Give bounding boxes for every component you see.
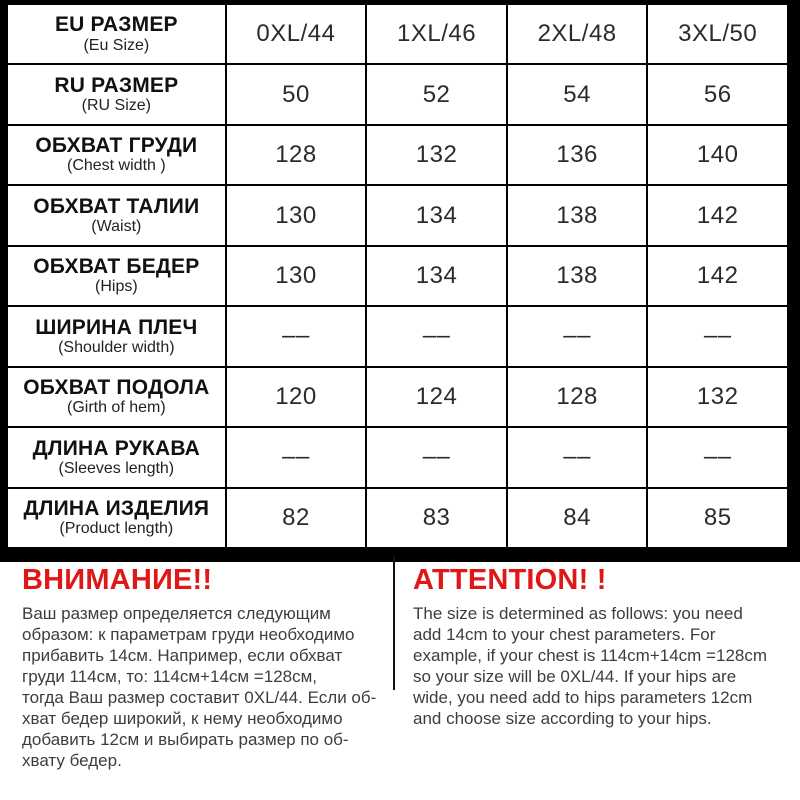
table-cell: –– — [226, 306, 367, 366]
row-header-chest — [7, 125, 226, 185]
table-cell: 128 — [507, 367, 648, 427]
row-header-waist — [7, 185, 226, 245]
table-row-eu-size — [7, 4, 788, 64]
table-row-ru-size — [7, 64, 788, 124]
row-label-en: (Waist) — [91, 217, 142, 235]
row-label-en: (Eu Size) — [83, 36, 150, 54]
row-label-en: (Girth of hem) — [66, 399, 166, 417]
notes-section — [0, 562, 800, 800]
note-russian — [22, 565, 394, 771]
table-cell: –– — [647, 427, 788, 487]
row-label-en: (Hips) — [95, 278, 138, 296]
row-label-ru: ДЛИНА РУКАВА — [32, 436, 201, 460]
table-cell: 3XL/50 — [647, 4, 788, 64]
row-header-shoulder — [7, 306, 226, 366]
table-row-sleeves — [7, 427, 788, 487]
table-cell: 85 — [647, 488, 788, 549]
row-header-sleeves — [7, 427, 226, 487]
table-row-chest — [7, 125, 788, 185]
row-label-en: (Shoulder width) — [58, 338, 175, 356]
row-label-ru: ШИРИНА ПЛЕЧ — [35, 315, 198, 339]
row-label-ru: ОБХВАТ ПОДОЛА — [23, 376, 210, 400]
table-cell: 1XL/46 — [366, 4, 507, 64]
table-cell: 132 — [647, 367, 788, 427]
table-cell: 134 — [366, 185, 507, 245]
table-cell: 56 — [647, 64, 788, 124]
row-header-ru-size — [7, 64, 226, 124]
table-cell: 124 — [366, 367, 507, 427]
row-label-en: (Sleeves length) — [58, 459, 175, 477]
table-cell: 52 — [366, 64, 507, 124]
table-row-shoulder — [7, 306, 788, 366]
table-cell: 84 — [507, 488, 648, 549]
table-cell: 0XL/44 — [226, 4, 367, 64]
row-header-product-length — [7, 488, 226, 549]
row-label-ru: RU РАЗМЕР — [54, 73, 179, 97]
row-header-eu-size — [7, 4, 226, 64]
table-row-hips — [7, 246, 788, 306]
table-cell: 130 — [226, 246, 367, 306]
row-label-ru: ОБХВАТ ГРУДИ — [35, 134, 198, 158]
table-cell: 54 — [507, 64, 648, 124]
table-cell: 132 — [366, 125, 507, 185]
table-cell: –– — [647, 306, 788, 366]
table-row-waist — [7, 185, 788, 245]
row-label-ru: EU РАЗМЕР — [54, 13, 178, 37]
table-cell: 128 — [226, 125, 367, 185]
table-cell: 140 — [647, 125, 788, 185]
table-cell: 50 — [226, 64, 367, 124]
table-cell: –– — [507, 306, 648, 366]
table-cell: 120 — [226, 367, 367, 427]
table-cell: 83 — [366, 488, 507, 549]
row-label-ru: ОБХВАТ ТАЛИИ — [33, 194, 200, 218]
table-cell: 130 — [226, 185, 367, 245]
table-cell: –– — [226, 427, 367, 487]
table-cell: 82 — [226, 488, 367, 549]
note-english — [413, 565, 795, 729]
row-label-ru: ДЛИНА ИЗДЕЛИЯ — [23, 497, 210, 520]
row-label-en: (RU Size) — [81, 97, 151, 114]
table-cell: 2XL/48 — [507, 4, 648, 64]
size-table-body — [7, 4, 788, 548]
note-body-en: The size is determined as follows: you need add 14cm to your chest parameters. For example, if your chest is 114cm+14cm =128cm so your size will be 0XL/44. If your hips are wide, you need add to hips parameters 12cm and choose size according to your hips. — [413, 603, 768, 728]
table-cell: –– — [366, 306, 507, 366]
row-label-ru: ОБХВАТ БЕДЕР — [33, 255, 200, 279]
table-cell: 138 — [507, 246, 648, 306]
table-cell: –– — [507, 427, 648, 487]
table-cell: 136 — [507, 125, 648, 185]
table-row-product-length — [7, 488, 788, 549]
table-row-hem — [7, 367, 788, 427]
table-cell: 142 — [647, 246, 788, 306]
note-heading-en: ATTENTION! ! — [413, 564, 607, 596]
note-body-ru: Ваш размер определяется следующим образом: к параметрам груди необходимо прибавить 14см. Например, если обхват груди 114см, то: 114см+14см =128см, тогда Ваш размер составит 0XL/44. Если об- хват бедер широкий, к нему необходимо добавить 12см и выбирать размер по об- хвату бедер. — [22, 603, 377, 770]
table-cell: 138 — [507, 185, 648, 245]
table-cell: –– — [366, 427, 507, 487]
row-header-hips — [7, 246, 226, 306]
table-cell: 134 — [366, 246, 507, 306]
note-heading-ru: ВНИМАНИЕ!! — [22, 564, 213, 596]
row-label-en: (Product length) — [59, 520, 174, 538]
row-header-hem — [7, 367, 226, 427]
table-cell: 142 — [647, 185, 788, 245]
row-label-en: (Chest width ) — [66, 157, 166, 175]
